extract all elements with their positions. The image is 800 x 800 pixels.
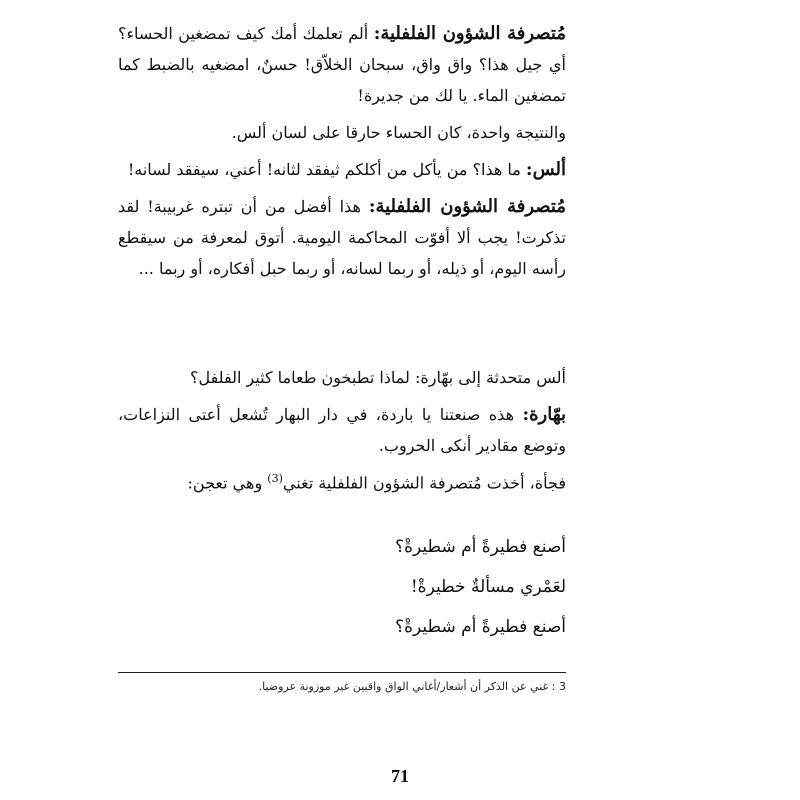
speaker-name: بهّارة: — [522, 404, 566, 425]
paragraph-text: والنتيجة واحدة، كان الحساء حارقا على لسان ألس. — [231, 123, 566, 142]
paragraph-text: هذا أفضل من أن تبتره غربيبة! لقد تذكرت! يجب ألا أفوّت المحاكمة اليومية. أتوق لمعرفة من سيقطع رأسه اليوم، أو ذيله، أو ربما لسانه، أو ربما حبل أفكاره، أو ربما ... — [118, 197, 567, 278]
paragraph-narration-3 — [118, 463, 566, 498]
dialogue-block-top — [118, 18, 566, 284]
paragraph-spice-manager-1 — [118, 18, 566, 111]
paragraph-alice-1 — [118, 154, 566, 185]
footnote-divider — [118, 672, 566, 673]
footnote-text: 3 : غني عن الذكر أن أشعار/أغاني الواق واقيين غير موزونة عروضيا. — [258, 680, 566, 693]
paragraph-text: ألس متحدثة إلى بهّارة: لماذا تطبخون طعاما كثير الفلفل؟ — [189, 368, 566, 387]
paragraph-narration-1 — [118, 117, 566, 148]
dialogue-block-bottom — [118, 362, 566, 498]
page-number: 71 — [391, 766, 409, 786]
paragraph-spice-manager-2 — [118, 191, 566, 284]
speaker-name: مُتصرفة الشؤون الفلفلية: — [368, 196, 566, 217]
paragraph-text: وهي تعجن: — [187, 473, 268, 493]
paragraph-bahhara — [118, 399, 566, 461]
footnote-reference[interactable]: (3) — [267, 472, 283, 485]
speaker-name: ألس: — [525, 159, 566, 180]
poem-line-1: أصنع فطيرةً أم شطيرةْ؟ — [395, 537, 566, 557]
paragraph-text: فجأة، أخذت مُتصرفة الشؤون الفلفلية تغني — [282, 473, 566, 493]
poem-line-3: أصنع فطيرةً أم شطيرةْ؟ — [395, 617, 566, 637]
paragraph-text: هذه صنعتنا يا باردة، في دار البهار تُشعل أعتى النزاعات، وتوضع مقادير أنكى الحروب. — [118, 405, 566, 455]
paragraph-narration-2 — [118, 362, 566, 393]
paragraph-text: ما هذا؟ من يأكل من أكلكم ثيفقد لثانه! أعني، سيفقد لسانه! — [127, 160, 526, 179]
speaker-name: مُتصرفة الشؤون الفلفلية: — [373, 23, 566, 44]
poem-line-2: لعَمْري مسألةٌ خطيرةْ! — [410, 577, 566, 597]
paragraph-text: ألم تعلمك أمك كيف تمضغين الحساء؟ أي جيل هذا؟ واق واق، سبحان الخلاّق! حسنٌ، امضغيه بالضبط كما تمضغين الماء. يا لك من جديرة! — [118, 24, 566, 105]
